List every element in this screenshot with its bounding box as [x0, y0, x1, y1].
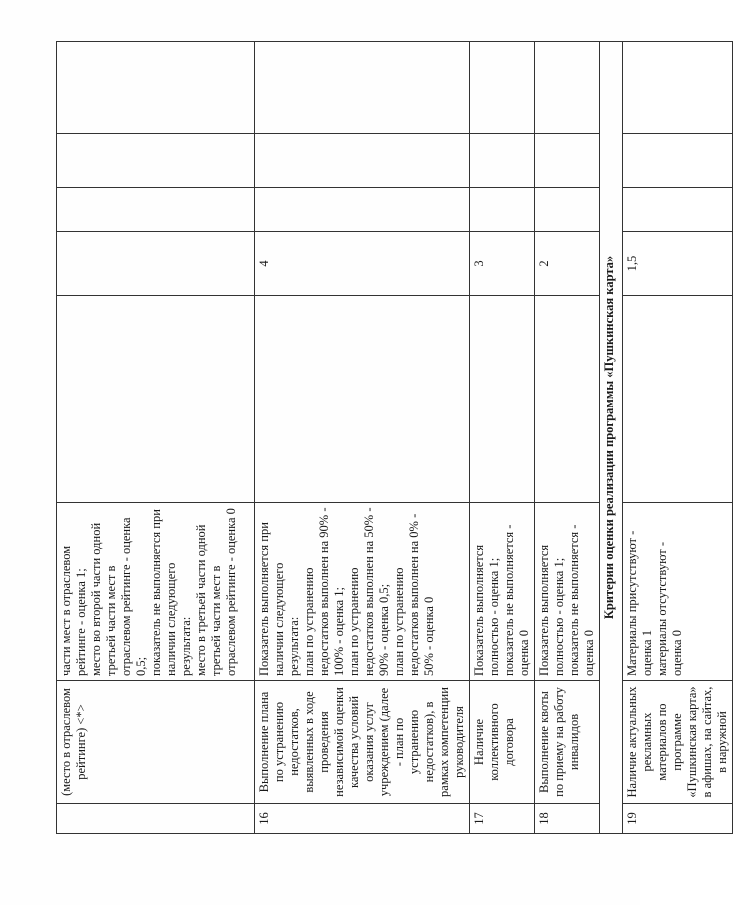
table-row	[535, 42, 600, 834]
criteria-text: части мест в отраслевом рейтинге - оценка 1; место во второй части одной третьей части мест в отраслевом рейтинге - оценка 0,5; показатель не выполняется при наличии следующего результата: место в третьей части одной третьей части мест в отраслевом рейтинге - оценка 0	[57, 503, 255, 681]
empty-cell	[535, 42, 600, 134]
empty-cell	[470, 134, 535, 188]
empty-cell	[535, 134, 600, 188]
empty-cell	[57, 188, 255, 232]
empty-cell	[57, 296, 255, 503]
empty-cell	[535, 188, 600, 232]
criteria-text: Показатель выполняется полностью - оценка 1; показатель не выполняется - оценка 0	[535, 503, 600, 681]
indicator-name: Выполнение плана по устранению недостатков, выявленных в ходе проведения независимой оценки качества условий оказания услуг учреждением (далее - план по устранению недостатков), в рамках компетенции руководителя	[255, 681, 470, 804]
table-row	[255, 42, 470, 834]
empty-cell	[470, 296, 535, 503]
section-title: Критерии оценки реализации программы «Пушкинская карта»	[600, 42, 623, 834]
table-row	[57, 42, 255, 834]
empty-cell	[623, 134, 733, 188]
empty-cell	[255, 188, 470, 232]
rotated-table-wrapper	[56, 42, 729, 834]
criteria-text: Материалы присутствуют - оценка 1 материалы отсутствуют - оценка 0	[623, 503, 733, 681]
empty-cell	[255, 296, 470, 503]
criteria-text: Показатель выполняется полностью - оценка 1; показатель не выполняется - оценка 0	[470, 503, 535, 681]
score-value: 2	[535, 232, 600, 296]
indicator-name: (место в отраслевом рейтинге) <*>	[57, 681, 255, 804]
empty-cell	[470, 42, 535, 134]
score-value: 3	[470, 232, 535, 296]
indicator-name: Наличие актуальных рекламных материалов по программе «Пушкинская карта» в афишах, на сайтах, в наружной	[623, 681, 733, 804]
score-value	[57, 232, 255, 296]
indicator-name: Наличие коллективного договора	[470, 681, 535, 804]
empty-cell	[57, 134, 255, 188]
criteria-text: Показатель выполняется при наличии следующего результата: план по устранению недостатков выполнен на 90% - 100% - оценка 1; план по устранению недостатков выполнен на 50% - 90% - оценка 0,5; план по устранению недостатков выполнен на 0% - 50% - оценка 0	[255, 503, 470, 681]
empty-cell	[57, 42, 255, 134]
empty-cell	[623, 188, 733, 232]
row-number: 16	[255, 804, 470, 834]
empty-cell	[255, 134, 470, 188]
empty-cell	[255, 42, 470, 134]
row-number	[57, 804, 255, 834]
table-row	[470, 42, 535, 834]
row-number: 19	[623, 804, 733, 834]
empty-cell	[470, 188, 535, 232]
empty-cell	[535, 296, 600, 503]
score-value: 1,5	[623, 232, 733, 296]
row-number: 17	[470, 804, 535, 834]
empty-cell	[623, 296, 733, 503]
section-header-row	[600, 42, 623, 834]
criteria-table	[56, 41, 733, 834]
table-row	[623, 42, 733, 834]
indicator-name: Выполнение квоты по приему на работу инвалидов	[535, 681, 600, 804]
score-value: 4	[255, 232, 470, 296]
row-number: 18	[535, 804, 600, 834]
empty-cell	[623, 42, 733, 134]
